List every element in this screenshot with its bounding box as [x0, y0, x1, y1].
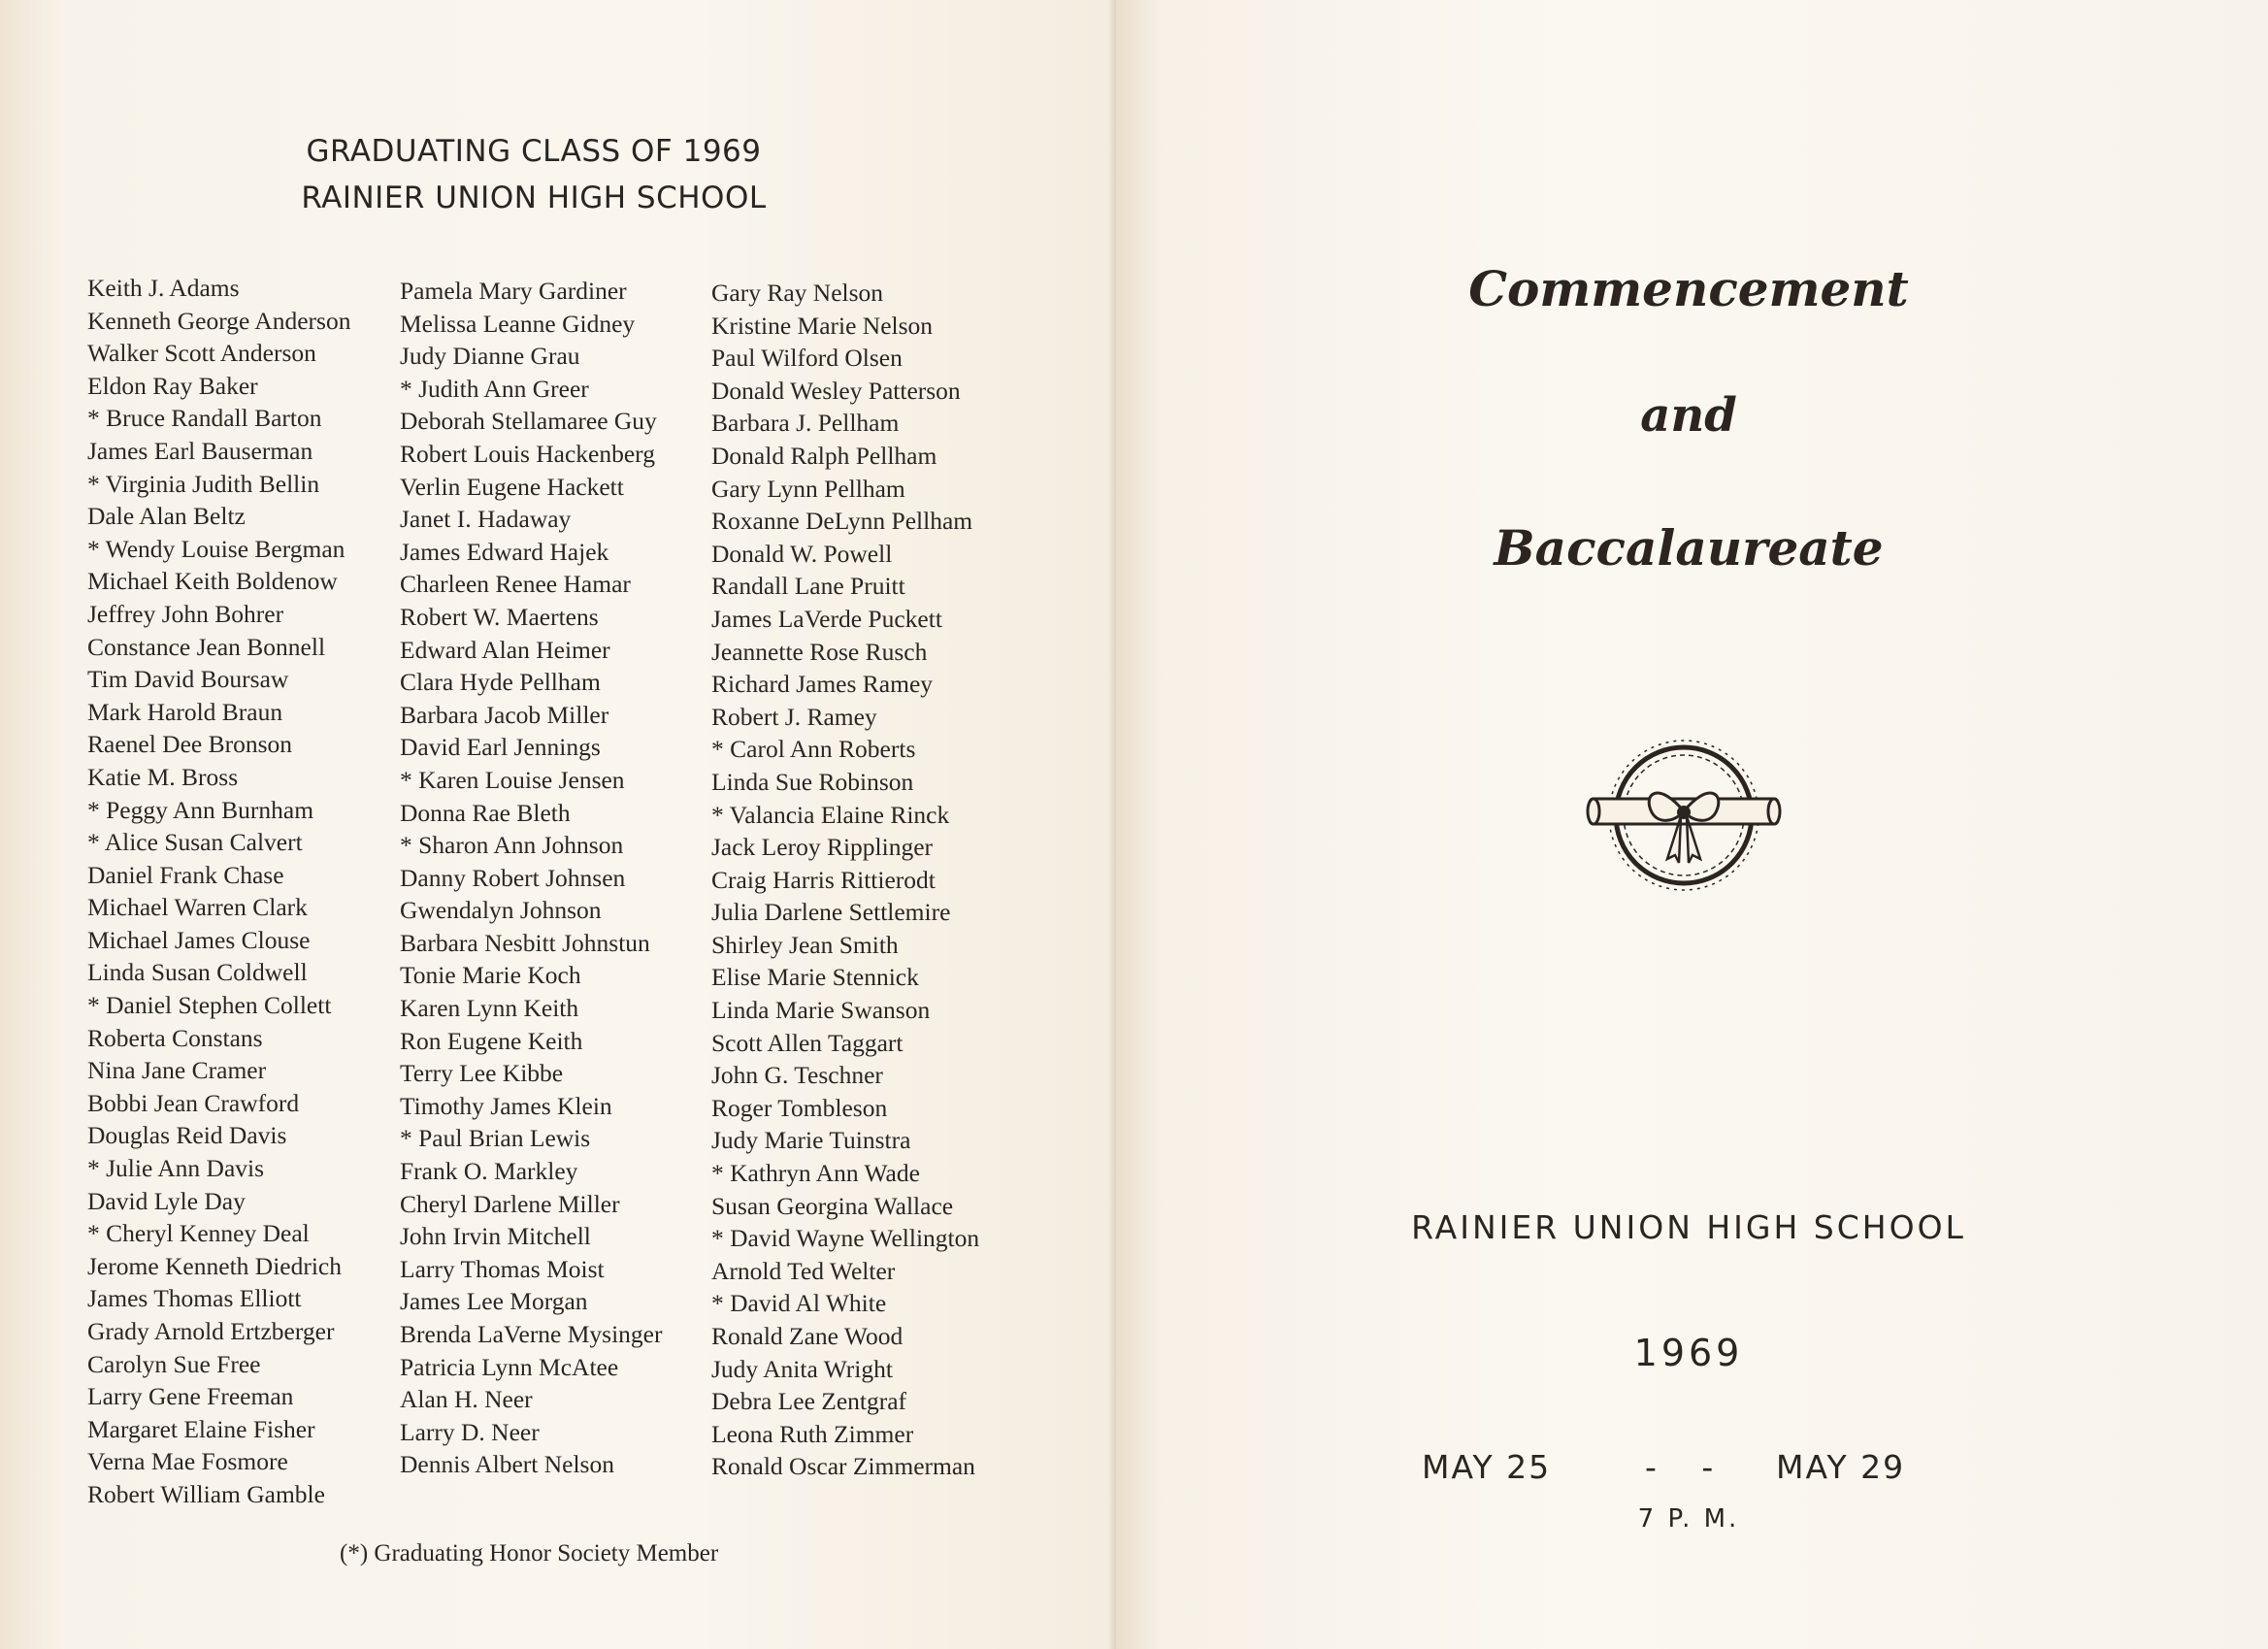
graduate-name: John G. Teschner: [711, 1061, 883, 1090]
title-and: and: [1640, 388, 1737, 443]
graduate-name: David Earl Jennings: [400, 733, 601, 762]
graduate-name: Dale Alan Beltz: [87, 502, 246, 531]
graduate-name: * Bruce Randall Barton: [87, 404, 322, 433]
graduate-name: * Sharon Ann Johnson: [400, 831, 624, 860]
graduate-name: Robert Louis Hackenberg: [400, 439, 655, 468]
graduate-name: Michael James Clouse: [87, 925, 311, 954]
school-name: RAINIER UNION HIGH SCHOOL: [1411, 1208, 1966, 1246]
graduate-name: Mark Harold Braun: [87, 697, 283, 726]
graduate-name: Craig Harris Rittierodt: [711, 865, 936, 894]
graduate-name: Deborah Stellamaree Guy: [400, 407, 657, 436]
graduate-name: Margaret Elaine Fisher: [87, 1414, 315, 1443]
graduate-name: * Valancia Elaine Rinck: [711, 800, 950, 829]
graduate-name: Robert J. Ramey: [711, 702, 877, 731]
graduate-name: Barbara Jacob Miller: [400, 700, 609, 729]
graduate-name: Roger Tombleson: [711, 1093, 888, 1122]
date-start: MAY 25: [1422, 1448, 1552, 1486]
graduate-name: Janet I. Hadaway: [400, 505, 572, 534]
graduate-name: Robert W. Maertens: [400, 602, 599, 631]
graduate-name: Arnold Ted Welter: [711, 1256, 896, 1285]
graduate-name: Randall Lane Pruitt: [711, 572, 905, 601]
graduate-name: Roberta Constans: [87, 1023, 263, 1052]
graduate-name: * Paul Brian Lewis: [400, 1124, 591, 1153]
graduate-name: Grady Arnold Ertzberger: [87, 1317, 335, 1345]
graduate-name: Raenel Dee Bronson: [87, 730, 293, 759]
honor-society-footnote: (*) Graduating Honor Society Member: [340, 1540, 719, 1567]
graduate-name: Danny Robert Johnsen: [400, 863, 626, 892]
graduate-column-1: [87, 272, 408, 1511]
graduate-name: Larry Gene Freeman: [87, 1382, 294, 1411]
graduate-name: Verna Mae Fosmore: [87, 1447, 288, 1476]
graduate-name: Katie M. Bross: [87, 762, 239, 791]
graduate-name: Brenda LaVerne Mysinger: [400, 1320, 663, 1348]
graduate-name: * Daniel Stephen Collett: [87, 991, 332, 1020]
graduate-name: James Lee Morgan: [400, 1287, 588, 1316]
graduate-name: Gary Lynn Pellham: [711, 474, 905, 503]
graduate-name: Elise Marie Stennick: [711, 963, 919, 992]
graduate-name: Douglas Reid Davis: [87, 1121, 287, 1150]
graduate-name: David Lyle Day: [87, 1186, 246, 1215]
graduate-name: Terry Lee Kibbe: [400, 1059, 564, 1088]
graduate-name: Barbara J. Pellham: [711, 409, 900, 438]
title-baccalaureate: Baccalaureate: [1494, 519, 1884, 577]
diploma-wreath-icon: [1582, 733, 1786, 898]
graduate-name: Jeffrey John Bohrer: [87, 599, 284, 628]
graduate-name: Timothy James Klein: [400, 1091, 612, 1120]
graduate-name: * Kathryn Ann Wade: [711, 1159, 920, 1188]
graduate-name: Susan Georgina Wallace: [711, 1191, 954, 1220]
left-page: [0, 0, 1116, 1649]
graduate-name: Verlin Eugene Hackett: [400, 472, 624, 501]
graduate-name: Daniel Frank Chase: [87, 860, 284, 889]
graduate-name: Jeannette Rose Rusch: [711, 637, 928, 666]
graduate-name: * Judith Ann Greer: [400, 374, 589, 403]
graduate-name: Keith J. Adams: [87, 274, 240, 302]
graduate-name: Paul Wilford Olsen: [711, 344, 903, 373]
graduate-name: Michael Keith Boldenow: [87, 567, 338, 596]
school-heading: RAINIER UNION HIGH SCHOOL: [301, 181, 767, 215]
graduate-name: * Karen Louise Jensen: [400, 765, 625, 794]
date-separator: - -: [1645, 1448, 1731, 1486]
graduate-name: * Virginia Judith Bellin: [87, 469, 320, 498]
graduate-name: James Edward Hajek: [400, 537, 609, 566]
graduate-name: Ronald Oscar Zimmerman: [711, 1452, 975, 1481]
graduate-name: Shirley Jean Smith: [711, 930, 899, 959]
graduate-name: Clara Hyde Pellham: [400, 668, 601, 697]
graduate-name: Alan H. Neer: [400, 1385, 533, 1414]
class-heading: GRADUATING CLASS OF 1969: [306, 134, 762, 169]
graduate-name: James Thomas Elliott: [87, 1284, 302, 1313]
graduate-name: Robert William Gamble: [87, 1479, 325, 1508]
graduate-name: Linda Susan Coldwell: [87, 958, 308, 987]
graduate-name: * Carol Ann Roberts: [711, 735, 916, 764]
graduate-name: Ronald Zane Wood: [711, 1322, 904, 1350]
graduate-name: Larry Thomas Moist: [400, 1254, 605, 1283]
graduate-name: James LaVerde Puckett: [711, 604, 942, 633]
graduate-name: Donald Wesley Patterson: [711, 376, 961, 405]
graduate-name: * Wendy Louise Bergman: [87, 534, 345, 563]
graduate-name: Linda Sue Robinson: [711, 767, 914, 796]
graduate-name: Gwendalyn Johnson: [400, 896, 602, 925]
graduate-name: Tim David Boursaw: [87, 665, 289, 694]
graduate-name: Frank O. Markley: [400, 1157, 578, 1186]
event-time: 7 P. M.: [1637, 1504, 1740, 1534]
graduate-name: * Cheryl Kenney Deal: [87, 1219, 310, 1248]
graduate-name: James Earl Bauserman: [87, 436, 313, 465]
graduate-name: Donald Ralph Pellham: [711, 441, 937, 470]
date-end: MAY 29: [1776, 1448, 1906, 1486]
graduate-name: Barbara Nesbitt Johnstun: [400, 928, 650, 957]
graduate-name: Larry D. Neer: [400, 1417, 540, 1446]
year: 1969: [1633, 1332, 1744, 1374]
graduate-name: Melissa Leanne Gidney: [400, 309, 636, 338]
graduate-name: Debra Lee Zentgraf: [711, 1387, 907, 1416]
graduate-name: Walker Scott Anderson: [87, 339, 316, 368]
graduate-name: Ron Eugene Keith: [400, 1026, 583, 1055]
graduate-name: Gary Ray Nelson: [711, 279, 884, 307]
graduate-name: Tonie Marie Koch: [400, 961, 581, 990]
graduate-name: Jerome Kenneth Diedrich: [87, 1251, 342, 1280]
graduate-name: * David Al White: [711, 1289, 887, 1318]
graduate-name: Nina Jane Cramer: [87, 1056, 267, 1085]
graduate-name: Patricia Lynn McAtee: [400, 1352, 619, 1381]
graduate-name: Leona Ruth Zimmer: [711, 1419, 914, 1448]
graduate-name: Kenneth George Anderson: [87, 306, 351, 335]
graduate-name: Dennis Albert Nelson: [400, 1450, 614, 1479]
graduate-name: Edward Alan Heimer: [400, 635, 610, 664]
graduate-name: Julia Darlene Settlemire: [711, 898, 951, 927]
graduate-name: John Irvin Mitchell: [400, 1222, 591, 1251]
graduate-name: Roxanne DeLynn Pellham: [711, 507, 973, 536]
graduate-column-3: [711, 277, 1032, 1483]
graduate-name: * Peggy Ann Burnham: [87, 795, 314, 824]
graduate-name: Scott Allen Taggart: [711, 1028, 904, 1057]
graduate-name: Carolyn Sue Free: [87, 1349, 261, 1378]
graduate-name: Constance Jean Bonnell: [87, 632, 326, 661]
graduate-name: * David Wayne Wellington: [711, 1224, 980, 1253]
graduate-name: Charleen Renee Hamar: [400, 570, 631, 599]
graduate-name: Jack Leroy Ripplinger: [711, 833, 934, 862]
graduate-name: Linda Marie Swanson: [711, 996, 931, 1025]
graduate-name: Judy Anita Wright: [711, 1354, 893, 1383]
graduate-name: Bobbi Jean Crawford: [87, 1088, 300, 1117]
graduate-name: Eldon Ray Baker: [87, 371, 258, 400]
graduate-name: Judy Dianne Grau: [400, 342, 580, 371]
title-commencement: Commencement: [1468, 260, 1909, 317]
graduate-name: Richard James Ramey: [711, 670, 934, 699]
graduate-name: Michael Warren Clark: [87, 893, 308, 922]
graduate-name: Cheryl Darlene Miller: [400, 1189, 620, 1218]
graduate-name: Donald W. Powell: [711, 539, 893, 568]
graduate-name: * Alice Susan Calvert: [87, 828, 303, 857]
graduate-name: Kristine Marie Nelson: [711, 311, 934, 340]
graduate-name: Donna Rae Bleth: [400, 798, 571, 827]
graduate-column-2: [400, 275, 720, 1481]
graduate-name: Karen Lynn Keith: [400, 994, 579, 1023]
graduate-name: * Julie Ann Davis: [87, 1154, 265, 1183]
graduate-name: Judy Marie Tuinstra: [711, 1126, 911, 1155]
graduate-name: Pamela Mary Gardiner: [400, 277, 627, 305]
